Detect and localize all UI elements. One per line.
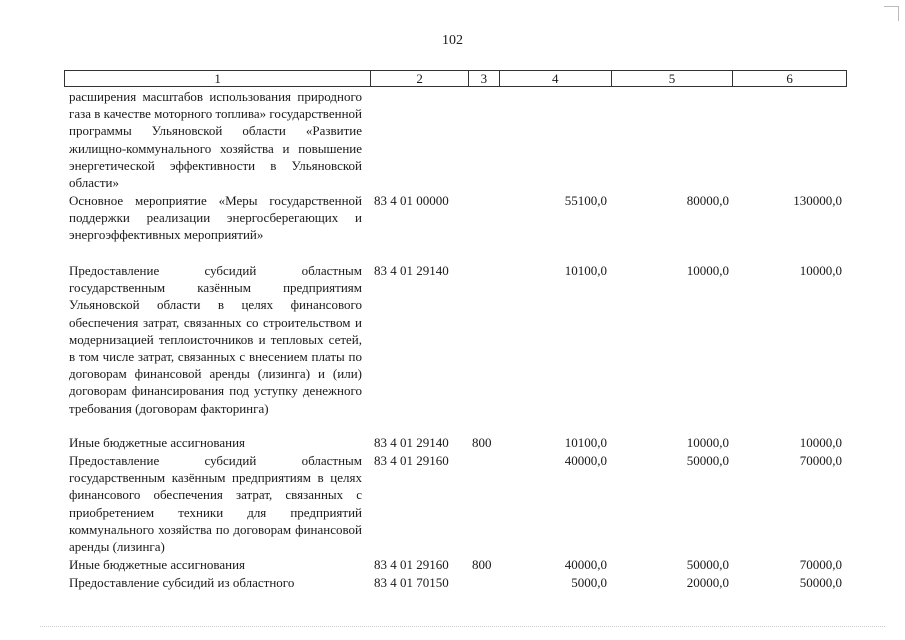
row-value-5: 50000,0 — [686, 557, 729, 572]
row-value-4: 5000,0 — [571, 575, 607, 590]
row-code: 83 4 01 70150 — [374, 575, 449, 590]
row-name: расширения масштабов использования природного газа в качестве моторного топлива» государственной программы Ульяновской области «Развитие жилищно-коммунального хозяйства и повышение энергетической эффективности в Ульяновской области» — [69, 89, 363, 191]
row-code: 83 4 01 29140 — [374, 263, 449, 278]
header-col-4: 4 — [500, 71, 612, 86]
row-value-5: 10000,0 — [686, 263, 729, 278]
page-number: 102 — [442, 33, 463, 48]
row-value-6: 10000,0 — [799, 263, 842, 278]
scan-noise-line — [40, 626, 885, 629]
row-value-6: 10000,0 — [799, 435, 842, 450]
row-value-6: 50000,0 — [799, 575, 842, 590]
row-value-5: 10000,0 — [686, 435, 729, 450]
row-name: Иные бюджетные ассигнования — [69, 435, 246, 450]
table-header — [64, 70, 847, 87]
row-value-4: 10100,0 — [564, 435, 607, 450]
row-value-4: 40000,0 — [564, 557, 607, 572]
row-vr: 800 — [472, 435, 492, 450]
row-value-6: 70000,0 — [799, 453, 842, 468]
row-name: Предоставление субсидий областным государственным казённым предприятиям в целях финансового обеспечения затрат, связанных с приобретением техники для предприятий коммунального хозяйства по договорам финансовой аренды (лизинга) — [69, 453, 362, 555]
row-value-5: 20000,0 — [686, 575, 729, 590]
header-col-1: 1 — [65, 71, 371, 86]
row-value-6: 130000,0 — [793, 193, 842, 208]
row-value-4: 40000,0 — [564, 453, 607, 468]
header-col-6: 6 — [786, 71, 793, 86]
row-name: Предоставление субсидий областным государственным казённым предприятиям Ульяновской области в целях финансового обеспечения затрат, связанных со строительством и модернизацией теплоисточников и тепловых сетей, в том числе затрат, связанных с внесением платы по договорам финансовой аренды (лизинга) и (или) договорам финансирования под уступку денежного требования (договорам факторинга) — [69, 263, 362, 416]
row-value-4: 10100,0 — [564, 263, 607, 278]
row-name: Основное мероприятие «Меры государственной поддержки реализации энергосберегающих и энергоэффективных мероприятий» — [69, 193, 362, 243]
row-code: 83 4 01 29160 — [374, 453, 449, 468]
row-name: Предоставление субсидий из областного — [69, 575, 295, 590]
row-value-6: 70000,0 — [799, 557, 842, 572]
row-value-5: 80000,0 — [686, 193, 729, 208]
row-code: 83 4 01 29140 — [374, 435, 449, 450]
row-value-5: 50000,0 — [686, 453, 729, 468]
row-value-4: 55100,0 — [564, 193, 607, 208]
row-name: Иные бюджетные ассигнования — [69, 557, 246, 572]
row-code: 83 4 01 29160 — [374, 557, 449, 572]
header-col-3: 3 — [469, 71, 500, 86]
header-col-5: 5 — [612, 71, 734, 86]
page-corner-mark — [884, 6, 899, 21]
row-code: 83 4 01 00000 — [374, 193, 449, 208]
row-vr: 800 — [472, 557, 492, 572]
header-col-2: 2 — [371, 71, 469, 86]
